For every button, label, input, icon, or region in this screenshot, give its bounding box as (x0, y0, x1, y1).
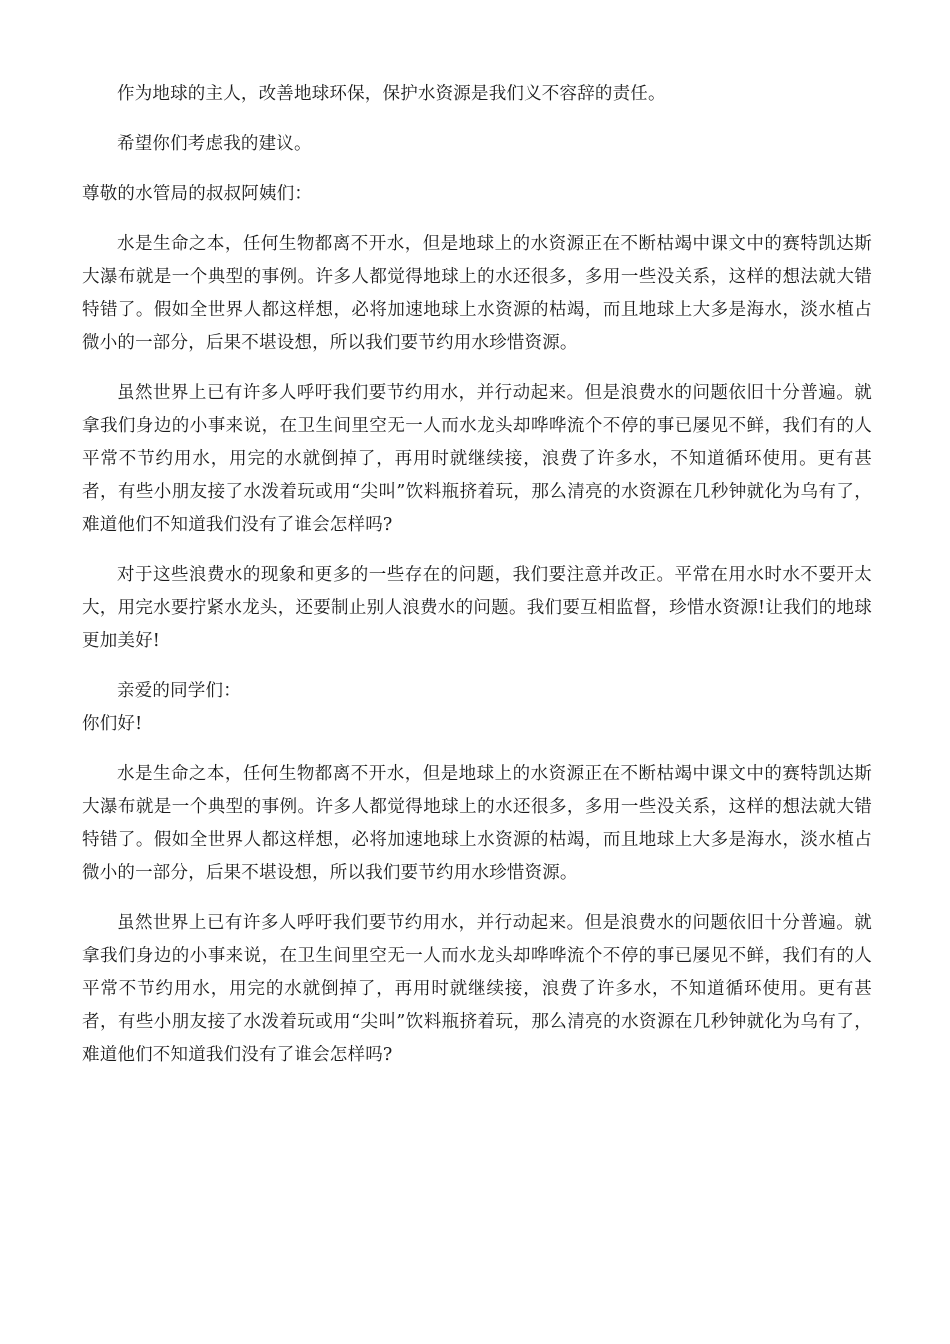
salutation-classmates: 亲爱的同学们： (117, 681, 241, 701)
salutation-water-bureau: 尊敬的水管局的叔叔阿姨们： (82, 184, 313, 204)
paragraph-correction: 对于这些浪费水的现象和更多的一些存在的问题，我们要注意并改正。平常在用水时水不要开太大，用完水要拧紧水龙头，还要制止别人浪费水的问题。我们要互相监督，珍惜水资源!让我们的地球更加美好! (82, 565, 872, 651)
paragraph-responsibility: 作为地球的主人，改善地球环保，保护水资源是我们义不容辞的责任。 (117, 84, 666, 104)
document-page (82, 78, 872, 1072)
paragraph-hope: 希望你们考虑我的建议。 (117, 134, 312, 154)
greeting: 你们好! (82, 714, 143, 734)
paragraph-water-life-repeat: 水是生命之本，任何生物都离不开水，但是地球上的水资源正在不断枯竭中课文中的赛特凯达斯大瀑布就是一个典型的事例。许多人都觉得地球上的水还很多，多用一些没关系，这样的想法就大错特错了。假如全世界人都这样想，必将加速地球上水资源的枯竭，而且地球上大多是海水，淡水植占微小的一部分，后果不堪设想，所以我们要节约用水珍惜资源。 (82, 764, 872, 883)
paragraph-water-waste: 虽然世界上已有许多人呼吁我们要节约用水，并行动起来。但是浪费水的问题依旧十分普遍。就拿我们身边的小事来说，在卫生间里空无一人而水龙头却哗哗流个不停的事已屡见不鲜，我们有的人平常不节约用水，用完的水就倒掉了，再用时就继续接，浪费了许多水，不知道循环使用。更有甚者，有些小朋友接了水泼着玩或用“尖叫”饮料瓶挤着玩，那么清亮的水资源在几秒钟就化为乌有了，难道他们不知道我们没有了谁会怎样吗? (82, 383, 872, 535)
paragraph-water-life: 水是生命之本，任何生物都离不开水，但是地球上的水资源正在不断枯竭中课文中的赛特凯达斯大瀑布就是一个典型的事例。许多人都觉得地球上的水还很多，多用一些没关系，这样的想法就大错特错了。假如全世界人都这样想，必将加速地球上水资源的枯竭，而且地球上大多是海水，淡水植占微小的一部分，后果不堪设想，所以我们要节约用水珍惜资源。 (82, 234, 872, 353)
paragraph-water-waste-repeat: 虽然世界上已有许多人呼吁我们要节约用水，并行动起来。但是浪费水的问题依旧十分普遍。就拿我们身边的小事来说，在卫生间里空无一人而水龙头却哗哗流个不停的事已屡见不鲜，我们有的人平常不节约用水，用完的水就倒掉了，再用时就继续接，浪费了许多水，不知道循环使用。更有甚者，有些小朋友接了水泼着玩或用“尖叫”饮料瓶挤着玩，那么清亮的水资源在几秒钟就化为乌有了，难道他们不知道我们没有了谁会怎样吗? (82, 913, 872, 1065)
